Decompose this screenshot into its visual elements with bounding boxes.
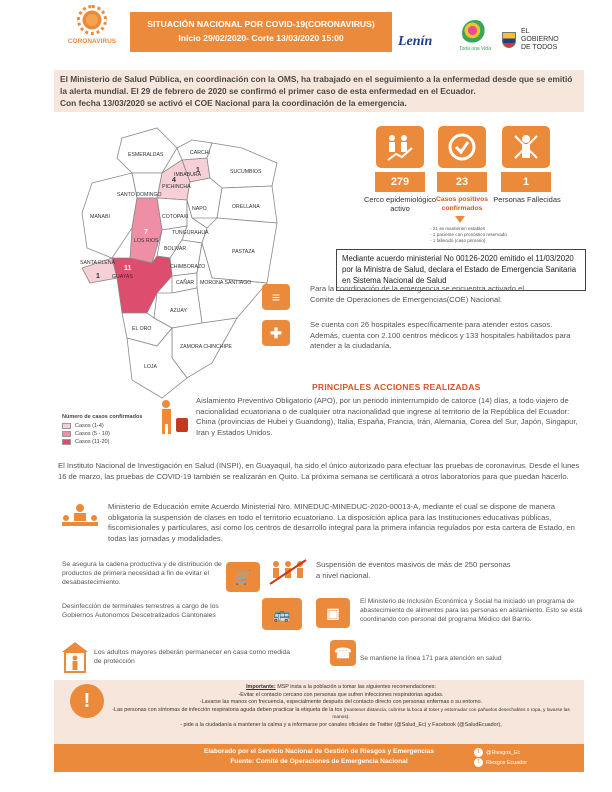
map-label-santa-elena: SANTA ELENA bbox=[80, 260, 116, 266]
map-label-bolivar: BOLIVAR bbox=[164, 246, 187, 252]
elderly-icon bbox=[60, 640, 90, 674]
stat-confirmed bbox=[438, 126, 486, 168]
title-line2: Inicio 29/02/2020- Corte 13/03/2020 15:00 bbox=[178, 33, 344, 43]
supply-text: Se asegura la cadena productiva y de distribución de productos de primera necesidad a fin de evitar el desabastecimiento. bbox=[62, 561, 222, 586]
coe-text: Para la coordinación de la emergencia se encuentra activado el Comite de Operaciones de Emergencias(COE) Nacional. bbox=[310, 284, 525, 304]
province-esmeraldas bbox=[117, 128, 177, 173]
elderly-text: Los adultos mayores deberán permanecer en casa como medida de protección bbox=[94, 649, 291, 665]
confirmed-subnotes bbox=[430, 226, 590, 244]
cases-imbabura: 1 bbox=[196, 167, 200, 174]
facebook-handle: Riesgos Ecuador bbox=[486, 760, 528, 766]
people-growth-icon bbox=[376, 126, 424, 168]
crowd-icon bbox=[268, 558, 308, 586]
map-label-el-oro: EL ORO bbox=[132, 326, 152, 332]
terminals-text: Desinfección de terminales terrestres a cargo de los Gobiernos Autonomos Descetralizados Cantonales bbox=[62, 603, 219, 619]
mies-text: El Ministerio de Inclusión Económica y Social ha iniciado un programa de abastecimiento de alimentos para las personas en aislamiento. Esto se está coordinando con personal del programa Médico del Barrio. bbox=[360, 598, 583, 623]
toda-una-vida-logo bbox=[455, 20, 495, 52]
legend-label: Casos (5 - 10) bbox=[75, 431, 110, 437]
arrow-down-icon bbox=[455, 216, 465, 223]
important-title: Importante: bbox=[246, 684, 276, 690]
cases-pichincha: 4 bbox=[172, 177, 176, 184]
map-label-chimborazo: CHIMBORAZO bbox=[170, 264, 206, 270]
gob-line3: DE TODOS bbox=[520, 44, 558, 51]
map-label-tungurahua: TUNGURAHUA bbox=[172, 230, 209, 236]
lenin-logo: Lenín bbox=[398, 34, 433, 49]
map-label-pastaza: PASTAZA bbox=[232, 249, 255, 255]
footer-line1: Elaborado por el Servicio Nacional de Gestión de Riesgos y Emergencias bbox=[203, 748, 435, 755]
subnote: - 21 se mantienen estables bbox=[430, 226, 486, 231]
decree-box: Mediante acuerdo ministerial No 00126-2020 emitido el 11/03/2020 por la Ministra de Salud, declara el Estado de Emergencia Sanitaria en Sistema Nacional de Salud bbox=[336, 249, 586, 291]
map-label-manabi: MANABI bbox=[90, 214, 110, 220]
legend-item bbox=[62, 423, 152, 429]
education-text: Ministerio de Educación emite Acuerdo Ministerial Nro. MINEDUC-MINEDUC-2020-00013-A, mediante el cual se dispone de manera obligatoria la suspensión de clases en todo el territorio ecuatoriano. La disposición aplica para las Instituciones educativas públicas, fiscomisionales y particulares, así como los centros de desarrollo integral para la primera infancia regulados por esta cartera de Estado, en todas las jornadas y modalidades. bbox=[108, 502, 575, 543]
map-label-pichincha: PICHINCHA bbox=[162, 184, 191, 190]
phone-icon: ☎ bbox=[330, 640, 356, 666]
facebook-link[interactable] bbox=[474, 758, 527, 768]
twitter-icon: t bbox=[474, 748, 483, 757]
recommendation bbox=[104, 707, 578, 722]
map-label-loja: LOJA bbox=[144, 364, 157, 370]
footer-line2: Fuente: Comité de Operaciones de Emergencia Nacional bbox=[230, 758, 408, 765]
stat-cerco-value: 279 bbox=[375, 172, 425, 192]
intro-box bbox=[54, 70, 584, 112]
legend-item bbox=[62, 439, 152, 445]
line171-text: Se mantiene la línea 171 para atención en salud bbox=[360, 655, 502, 662]
twitter-handle: @Riesgos_Ec bbox=[486, 750, 521, 756]
shield-icon bbox=[502, 32, 516, 48]
gob-line2: GOBIERNO bbox=[520, 36, 559, 43]
legend-swatch bbox=[62, 439, 71, 445]
map-legend bbox=[62, 414, 152, 447]
intro-line1: El Ministerio de Salud Pública, en coordinación con la OMS, ha trabajado en el seguimiento a la enfermedad desde que se emitió la alerta mundial. El 29 de febrero de 2020 se confirmó el primer caso de esta enfermedad en el Ecuador. bbox=[60, 74, 573, 96]
intro-line2: Con fecha 13/03/2020 se activó el COE Nacional para la coordinación de la emergencia. bbox=[60, 98, 407, 108]
important-intro: MSP insta a la población a tomar las siguientes recomendaciones: bbox=[275, 684, 436, 690]
recommendation-text: -Las personas con síntomas de infección respiratoria aguda deben practicar la etiqueta de la tos bbox=[112, 706, 343, 713]
actions-title: PRINCIPALES ACCIONES REALIZADAS bbox=[312, 382, 481, 392]
legend-label: Casos (1-4) bbox=[75, 423, 104, 429]
map-label-azuay: AZUAY bbox=[170, 308, 187, 314]
map-label-imbabura: IMBABURA bbox=[174, 172, 202, 178]
stat-cerco-label: Cerco epidemiológico activo bbox=[363, 195, 437, 213]
rv-logo-text: Toda una Vida bbox=[459, 46, 491, 52]
province-napo bbox=[187, 178, 222, 218]
legend-label: Casos (11-20) bbox=[75, 439, 110, 445]
hospital-icon: ✚ bbox=[262, 320, 290, 346]
stat-confirmed-value: 23 bbox=[437, 172, 487, 192]
subnote: - 1 fallecido (caso primario) bbox=[430, 238, 486, 243]
coronavirus-logo bbox=[62, 5, 122, 61]
ecuador-map bbox=[62, 118, 292, 408]
stat-deaths-label: Personas Fallecidas bbox=[493, 195, 561, 204]
document-icon: ≡ bbox=[262, 284, 290, 310]
recommendation: - pide a la ciudadanía a mantener la calma y a informarse por canales oficiales de Twitter (@Salud_Ec) y Facebook (@SaludEcuador), bbox=[180, 721, 502, 728]
hospitals-text: Se cuenta con 26 hospitales específicamente para atender estos casos. Además, cuenta con 2.100 centros médicos y 133 hospitales habilitados para atender a la ciudadanía. bbox=[310, 320, 571, 350]
map-label-santo-domingo: SANTO DOMINGO bbox=[117, 192, 162, 198]
legend-swatch bbox=[62, 423, 71, 429]
recommendation: -Lavarse las manos con frecuencia, especialmente después del contacto directo con personas enfermas o su entorno. bbox=[199, 699, 483, 706]
title-line1: SITUACIÓN NACIONAL POR COVID-19(CORONAVIRUS) bbox=[147, 19, 375, 29]
events-text: Suspensión de eventos masivos de más de 250 personas a nivel nacional. bbox=[316, 560, 511, 580]
traveler-icon bbox=[152, 398, 192, 436]
recommendation: -Evitar el contacto cercano con personas que sufren infecciones respiratorias agudas. bbox=[238, 691, 444, 698]
map-label-guayas: GUAYAS bbox=[112, 274, 133, 280]
legend-title: Número de casos confirmados bbox=[62, 414, 143, 420]
map-label-napo: NAPO bbox=[192, 206, 207, 212]
shopping-cart-icon: 🛒 bbox=[226, 562, 260, 592]
bus-terminal-icon: 🚌 bbox=[262, 598, 302, 630]
cases-guayas: 11 bbox=[124, 265, 132, 272]
map-label-carchi: CARCHI bbox=[190, 150, 210, 156]
map-label-morona-santiago: MORONA SANTIAGO bbox=[200, 280, 252, 286]
map-label-orellana: ORELLANA bbox=[232, 204, 260, 210]
subnote: - 1 paciente con pronóstico reservado bbox=[430, 232, 507, 237]
map-label-esmeraldas: ESMERALDAS bbox=[128, 152, 164, 158]
gobierno-logo bbox=[502, 28, 582, 52]
legend-item bbox=[62, 431, 152, 437]
check-icon bbox=[438, 126, 486, 168]
cases-los-rios: 7 bbox=[144, 229, 148, 236]
twitter-link[interactable] bbox=[474, 748, 527, 758]
inspi-text: El Instituto Nacional de Investigación en Salud (INSPI), en Guayaquil, ha sido el único autorizado para efectuar las pruebas de coronavirus. Desde el lunes 16 de marzo, las pruebas de COVID-19 también se realizarán en Quito. La próxima semana se certificará a otros laboratorios para que puedan hacerlo. bbox=[58, 461, 580, 481]
stat-confirmed-label: Casos positivos confirmados bbox=[435, 196, 489, 212]
map-label-zamora: ZAMORA CHINCHIPE bbox=[180, 344, 232, 350]
page-title bbox=[130, 12, 392, 52]
food-box-icon: ▣ bbox=[316, 598, 350, 628]
stat-deaths-value: 1 bbox=[501, 172, 551, 192]
important-heading bbox=[104, 684, 578, 692]
map-label-canar: CAÑAR bbox=[176, 280, 195, 286]
map-label-cotopaxi: COTOPAXI bbox=[162, 214, 189, 220]
facebook-icon: f bbox=[474, 758, 483, 767]
legend-swatch bbox=[62, 431, 71, 437]
map-label-los-rios: LOS RIOS bbox=[134, 238, 159, 244]
map-label-sucumbios: SUCUMBIOS bbox=[230, 169, 262, 175]
virus-icon bbox=[77, 5, 107, 35]
stat-cerco bbox=[376, 126, 424, 168]
province-sucumbios bbox=[207, 143, 277, 188]
logo-text: CORONAVIRUS bbox=[67, 38, 117, 45]
education-icon bbox=[60, 502, 100, 532]
fallecido-icon bbox=[502, 126, 550, 168]
isolation-text: Aislamiento Preventivo Obligatorio (APO), por un periodo ininterrumpido de catorce (14) días, a todo viajero de nacionalidad ecuatoriana o de cualquier otra nacionalidad que ingrese al territorio de la República del Ecuador: China (provincias de Hubei y Guandong), Italia, España, Francia, Irán, Alemania, Corea del Sur, Japón, Singapur, Iran y Estados Unidos. bbox=[196, 396, 578, 437]
gob-line1: EL bbox=[520, 28, 530, 35]
cases-santa-elena: 1 bbox=[96, 273, 100, 280]
social-links bbox=[474, 748, 527, 768]
stat-deaths bbox=[502, 126, 550, 168]
recommendation-detail: (mantener distancia, cubrirse la boca al toser y estornudar con pañuelos desechables o ropa, y lavarse las manos). bbox=[332, 707, 570, 721]
tree-icon bbox=[462, 20, 488, 46]
warning-icon: ! bbox=[70, 684, 104, 718]
important-box bbox=[54, 680, 584, 744]
